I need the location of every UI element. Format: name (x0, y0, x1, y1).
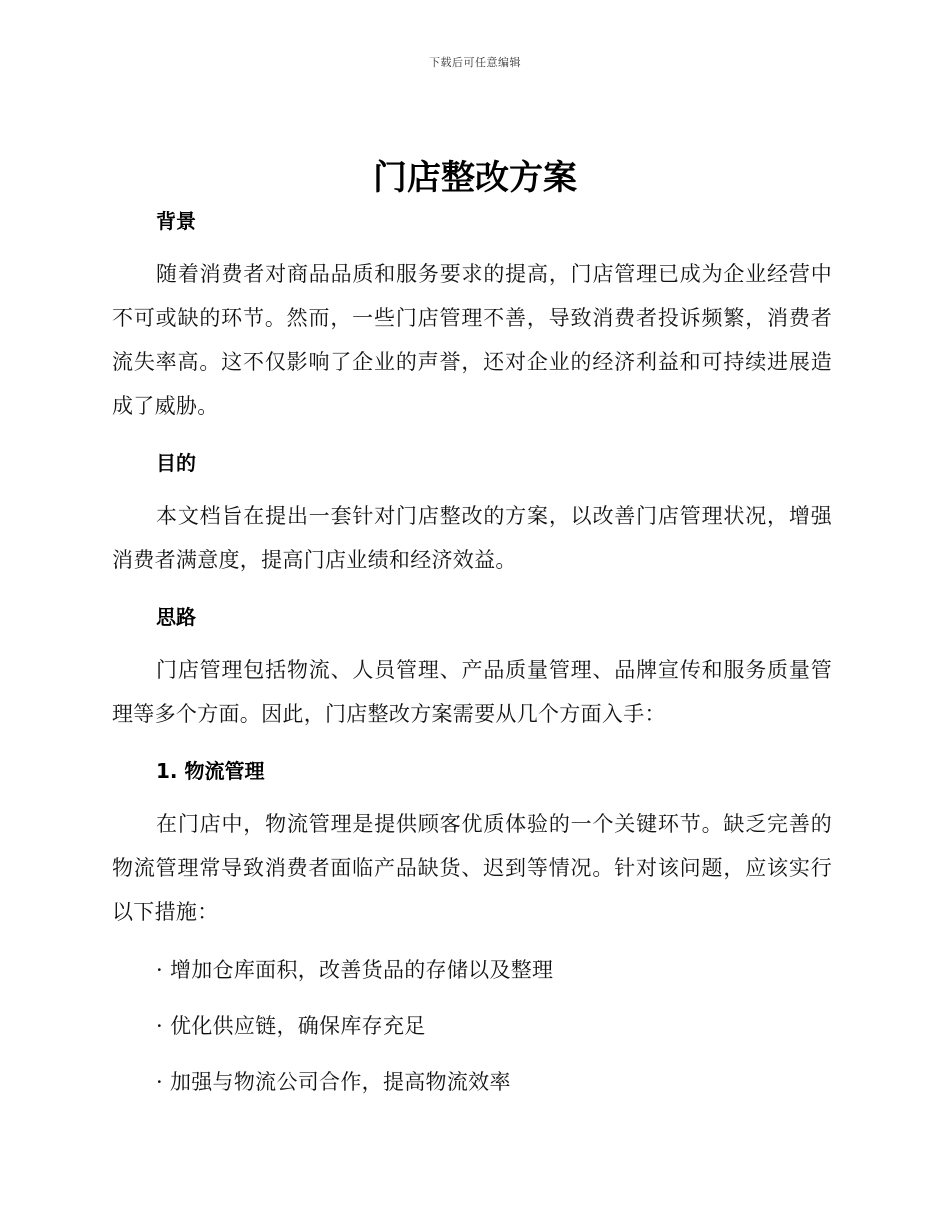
section-heading-approach: 思路 (156, 605, 196, 629)
section-heading-background: 背景 (156, 209, 196, 233)
list-item: · 加强与物流公司合作，提高物流效率 (156, 1070, 511, 1094)
section-body-purpose: 本文档旨在提出一套针对门店整改的方案，以改善门店管理状况，增强消费者满意度，提高门店业绩和经济效益。 (112, 504, 832, 572)
section-heading-logistics: 1. 物流管理 (156, 759, 265, 783)
page-header: 下载后可任意编辑 (429, 56, 521, 69)
section-body-logistics: 在门店中，物流管理是提供顾客优质体验的一个关键环节。缺乏完善的物流管理常导致消费者面临产品缺货、迟到等情况。针对该问题，应该实行以下措施： (112, 812, 832, 924)
list-item: · 增加仓库面积，改善货品的存储以及整理 (156, 958, 554, 982)
document-body (112, 200, 832, 1116)
section-body-background: 随着消费者对商品品质和服务要求的提高，门店管理已成为企业经营中不可或缺的环节。然而，一些门店管理不善，导致消费者投诉频繁，消费者流失率高。这不仅影响了企业的声誉，还对企业的经济利益和可持续进展造成了威胁。 (112, 262, 832, 418)
list-item: · 优化供应链，确保库存充足 (156, 1014, 426, 1038)
section-body-approach: 门店管理包括物流、人员管理、产品质量管理、品牌宣传和服务质量管理等多个方面。因此，门店整改方案需要从几个方面入手： (112, 658, 832, 726)
section-heading-purpose: 目的 (156, 451, 196, 475)
document-title: 门店整改方案 (373, 158, 577, 198)
